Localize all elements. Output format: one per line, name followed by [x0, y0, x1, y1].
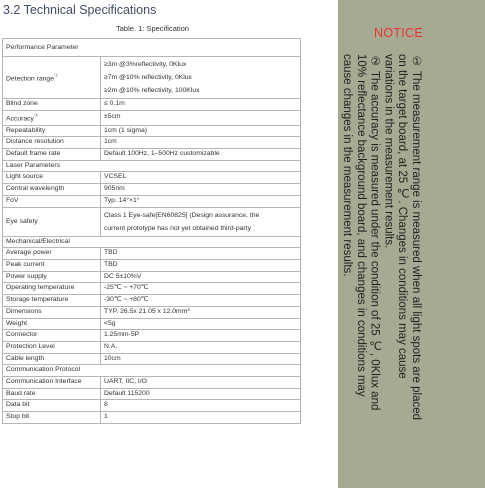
table-row — [3, 283, 301, 295]
row-label: Weight — [3, 318, 101, 330]
row-label: Distance resolution — [3, 137, 101, 149]
row-value: 10cm — [101, 353, 301, 365]
row-label: Power supply — [3, 271, 101, 283]
row-value: VCSEL — [101, 172, 301, 184]
row-value: UART, IIC, I/O — [101, 377, 301, 389]
table-row — [3, 365, 301, 377]
row-value: 905nm — [101, 184, 301, 196]
section-mechanical: Mechanical/Electrical — [3, 236, 301, 248]
row-label: Light source — [3, 172, 101, 184]
table-row — [3, 39, 301, 57]
row-label: Stop bit — [3, 412, 101, 424]
table-row — [3, 377, 301, 389]
spec-table — [2, 38, 301, 424]
table-row — [3, 341, 301, 353]
table-row — [3, 318, 301, 330]
table-row — [3, 295, 301, 307]
notice-body — [341, 54, 422, 422]
notice-item-2: ② The accuracy is measured under the condition of 25 ℃, 0Klux and 10% reflectance background board, and changes in conditions may cause changes in the measurement results. — [341, 54, 381, 411]
table-row — [3, 400, 301, 412]
row-value: -30℃ ~ +80℃ — [101, 295, 301, 307]
row-value-detection: ≥3m @3%reflectivity, 0Klux ≥7m @10% reflectivity, 0Klux ≥2m @10% reflectivity, 100Klux — [101, 57, 301, 99]
table-row — [3, 207, 301, 236]
row-label: Protection Level — [3, 341, 101, 353]
row-value: 1cm (1 sigma) — [101, 125, 301, 137]
row-label: Operating temperature — [3, 283, 101, 295]
table-row — [3, 271, 301, 283]
row-label: Peak current — [3, 260, 101, 272]
section-laser: Laser Parameters — [3, 160, 301, 172]
row-value: N.A. — [101, 341, 301, 353]
row-value: Default 100Hz, 1–500Hz customizable — [101, 149, 301, 161]
row-label: Central wavelength — [3, 184, 101, 196]
table-row — [3, 125, 301, 137]
row-value: Default 115200 — [101, 388, 301, 400]
table-row — [3, 353, 301, 365]
row-label: Storage temperature — [3, 295, 101, 307]
row-value: TYP. 26.5x 21.05 x 12.0mm³ — [101, 306, 301, 318]
table-row — [3, 412, 301, 424]
row-label-eye-safety: Eye safety — [3, 207, 101, 236]
row-value: Typ. 14°×1° — [101, 195, 301, 207]
section-communication: Communication Protocol — [3, 365, 301, 377]
row-value: 1cm — [101, 137, 301, 149]
row-label: Baud rate — [3, 388, 101, 400]
row-label: Connector — [3, 330, 101, 342]
notice-item-1: ① The measurement range is measured when all light spots are placed on the target board, at 25 ℃. Changes in conditions may cause variations in the measurement results. — [382, 54, 422, 421]
notice-title: NOTICE — [374, 26, 424, 40]
table-row — [3, 248, 301, 260]
table-caption: Table. 1: Specification — [116, 24, 189, 33]
table-row — [3, 236, 301, 248]
section-heading: 3.2 Technical Specifications — [3, 3, 157, 17]
section-performance: Performance Parameter — [3, 39, 301, 57]
table-row — [3, 110, 301, 125]
row-value: ≤ 0.1m — [101, 99, 301, 111]
row-value-eye-safety: Class 1 Eye-safe[EN60825] (Design assurance, the current prototype has not yet obtained third-party — [101, 207, 301, 236]
row-value: 1 — [101, 412, 301, 424]
row-value: -25℃ ~ +70℃ — [101, 283, 301, 295]
row-value: DC 5±10%V — [101, 271, 301, 283]
table-row — [3, 330, 301, 342]
table-row — [3, 184, 301, 196]
table-row — [3, 306, 301, 318]
row-value: <5g — [101, 318, 301, 330]
footnote-2-marker: ② — [33, 112, 39, 119]
row-label: Data bit — [3, 400, 101, 412]
table-row — [3, 388, 301, 400]
table-row — [3, 149, 301, 161]
footnote-1-marker: ① — [54, 72, 59, 79]
table-row — [3, 137, 301, 149]
row-label-accuracy: Accuracy② — [3, 110, 101, 125]
row-label: Average power — [3, 248, 101, 260]
row-label-detection: Detection range① — [3, 57, 101, 99]
row-label: Blind zone — [3, 99, 101, 111]
row-value: ±5cm — [101, 110, 301, 125]
row-value: 1.25mm-5P — [101, 330, 301, 342]
row-value: 8 — [101, 400, 301, 412]
row-label: Communication Interface — [3, 377, 101, 389]
table-row — [3, 195, 301, 207]
table-row — [3, 160, 301, 172]
row-label: Repeatability — [3, 125, 101, 137]
row-value: TBD — [101, 248, 301, 260]
table-row — [3, 172, 301, 184]
row-label: Default frame rate — [3, 149, 101, 161]
table-row — [3, 57, 301, 99]
row-label: FoV — [3, 195, 101, 207]
row-label: Dimensions — [3, 306, 101, 318]
row-value: TBD — [101, 260, 301, 272]
row-label: Cable length — [3, 353, 101, 365]
table-row — [3, 99, 301, 111]
table-row — [3, 260, 301, 272]
